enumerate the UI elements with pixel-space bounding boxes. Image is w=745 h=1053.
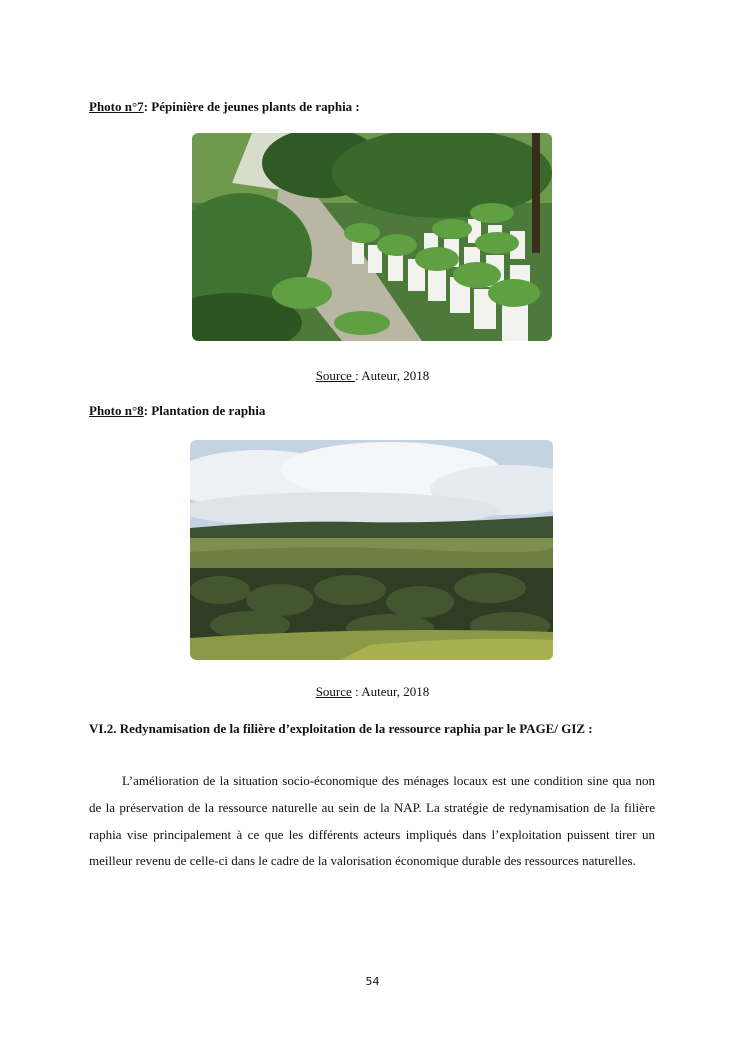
photo-7-nursery-image — [192, 133, 552, 341]
photo-8-caption — [89, 403, 265, 419]
photo-7-source — [0, 368, 745, 384]
photo-7-source-text: : Auteur, 2018 — [355, 368, 430, 383]
photo-8-source-label: Source — [315, 684, 352, 699]
photo-8-source-text: : Auteur, 2018 — [351, 684, 430, 699]
photo-8-label: Photo n°8 — [89, 403, 144, 418]
page-number: 54 — [365, 975, 380, 988]
photo-8-source — [0, 684, 745, 700]
section-heading: VI.2. Redynamisation de la filière d’exploitation de la ressource raphia par le PAGE/ GIZ : — [89, 721, 593, 736]
photo-8-title: : Plantation de raphia — [143, 403, 266, 418]
photo-7-title: : Pépinière de jeunes plants de raphia : — [143, 99, 360, 114]
photo-7-label: Photo n°7 — [89, 99, 144, 114]
photo-7-source-label: Source — [315, 368, 356, 383]
body-paragraph: L’amélioration de la situation socio-économique des ménages locaux est une condition sine qua non de la préservation de la ressource naturelle au sein de la NAP. La stratégie de redynamisation de la filière raphia vise principalement à ce que les différents acteurs impliqués dans l’exploitation puissent tirer un meilleur revenu de celle-ci dans le cadre de la valorisation économique durable des ressources naturelles. — [89, 773, 655, 869]
photo-7-caption — [89, 99, 360, 115]
photo-8-plantation-image — [190, 440, 553, 660]
